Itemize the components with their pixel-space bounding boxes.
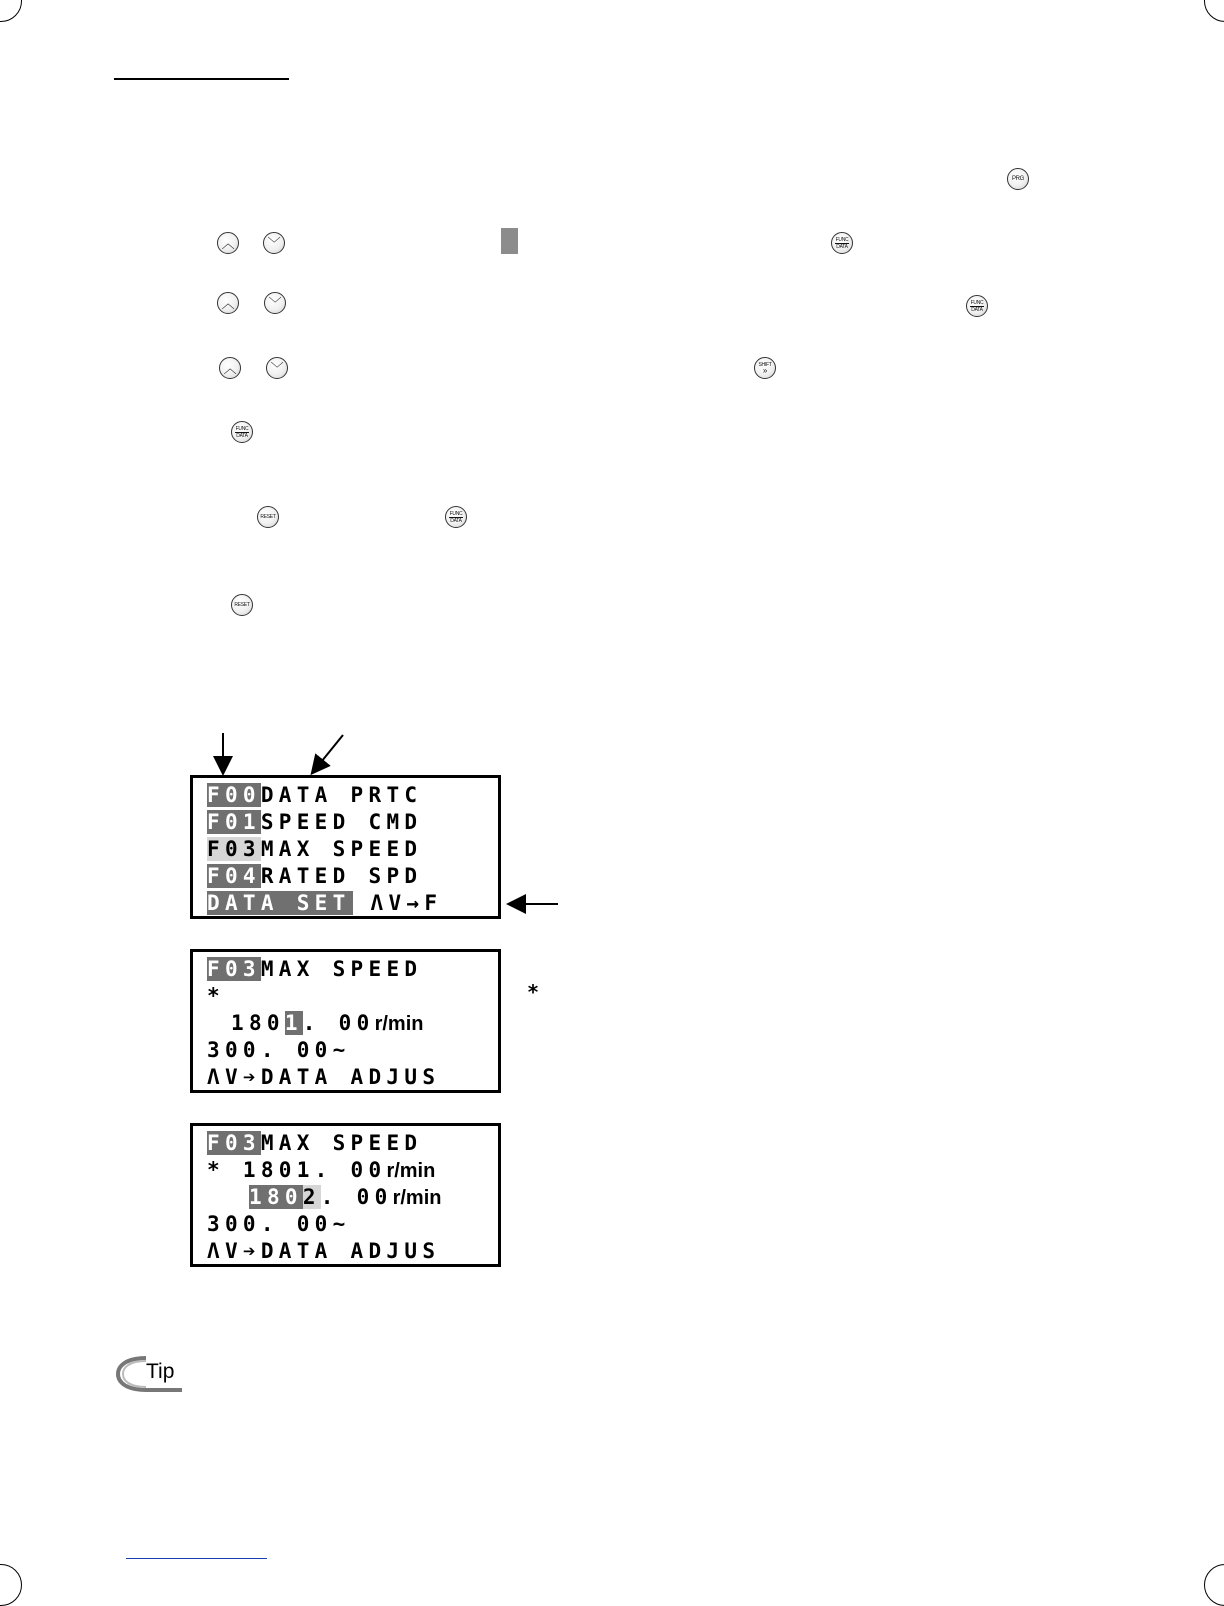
lcd-guide-row: ΛV➔DATA ADJUS bbox=[207, 1239, 441, 1263]
lcd-function-list bbox=[190, 775, 501, 919]
lcd-data-adjust bbox=[190, 949, 501, 1093]
func-data-key-icon: FUNC DATA bbox=[831, 232, 853, 254]
lcd-old-value-row: * 1801. 00r/min bbox=[207, 1158, 436, 1182]
up-key-icon: ︿ bbox=[217, 292, 239, 314]
prg-key-icon: PRG bbox=[1007, 168, 1029, 190]
lcd-title-row: F03MAX SPEED bbox=[207, 1131, 423, 1155]
lcd-guide-row: ΛV➔DATA ADJUS bbox=[207, 1065, 441, 1089]
func-data-key-icon: FUNC DATA bbox=[445, 506, 467, 528]
lcd-title-row: F03MAX SPEED bbox=[207, 957, 423, 981]
lcd-row: F00DATA PRTC bbox=[207, 783, 423, 807]
footer-rule bbox=[126, 1558, 267, 1559]
lcd-range-row: 300. 00~ bbox=[207, 1212, 351, 1236]
lcd-new-value-row: 1802. 00r/min bbox=[249, 1185, 442, 1209]
lcd-asterisk-row: * bbox=[207, 984, 225, 1008]
up-key-icon: ︿ bbox=[219, 357, 241, 379]
arrow-to-name bbox=[313, 735, 343, 772]
up-key-icon: ︿ bbox=[217, 232, 239, 254]
tip-icon bbox=[116, 1356, 184, 1392]
func-data-key-icon: FUNC DATA bbox=[231, 421, 253, 443]
asterisk-note-marker: * bbox=[527, 980, 540, 1004]
down-key-icon: ﹀ bbox=[264, 292, 286, 314]
lcd-row: F04RATED SPD bbox=[207, 864, 423, 888]
lcd-guide-row: DATA SET ΛV→F bbox=[207, 891, 443, 915]
tip-label: Tip bbox=[146, 1360, 175, 1383]
reset-key-icon: RESET bbox=[231, 594, 253, 616]
reset-key-icon: RESET bbox=[257, 506, 279, 528]
func-data-key-icon: FUNC DATA bbox=[966, 295, 988, 317]
lcd-row: F01SPEED CMD bbox=[207, 810, 423, 834]
lcd-row-selected: F03MAX SPEED bbox=[207, 837, 423, 861]
lcd-range-row: 300. 00~ bbox=[207, 1038, 351, 1062]
lcd-data-changed bbox=[190, 1123, 501, 1267]
down-key-icon: ﹀ bbox=[263, 232, 285, 254]
down-key-icon: ﹀ bbox=[266, 357, 288, 379]
shift-key-icon: SHIFT » bbox=[754, 357, 776, 379]
lcd-value-row: 1801. 00r/min bbox=[231, 1011, 424, 1035]
